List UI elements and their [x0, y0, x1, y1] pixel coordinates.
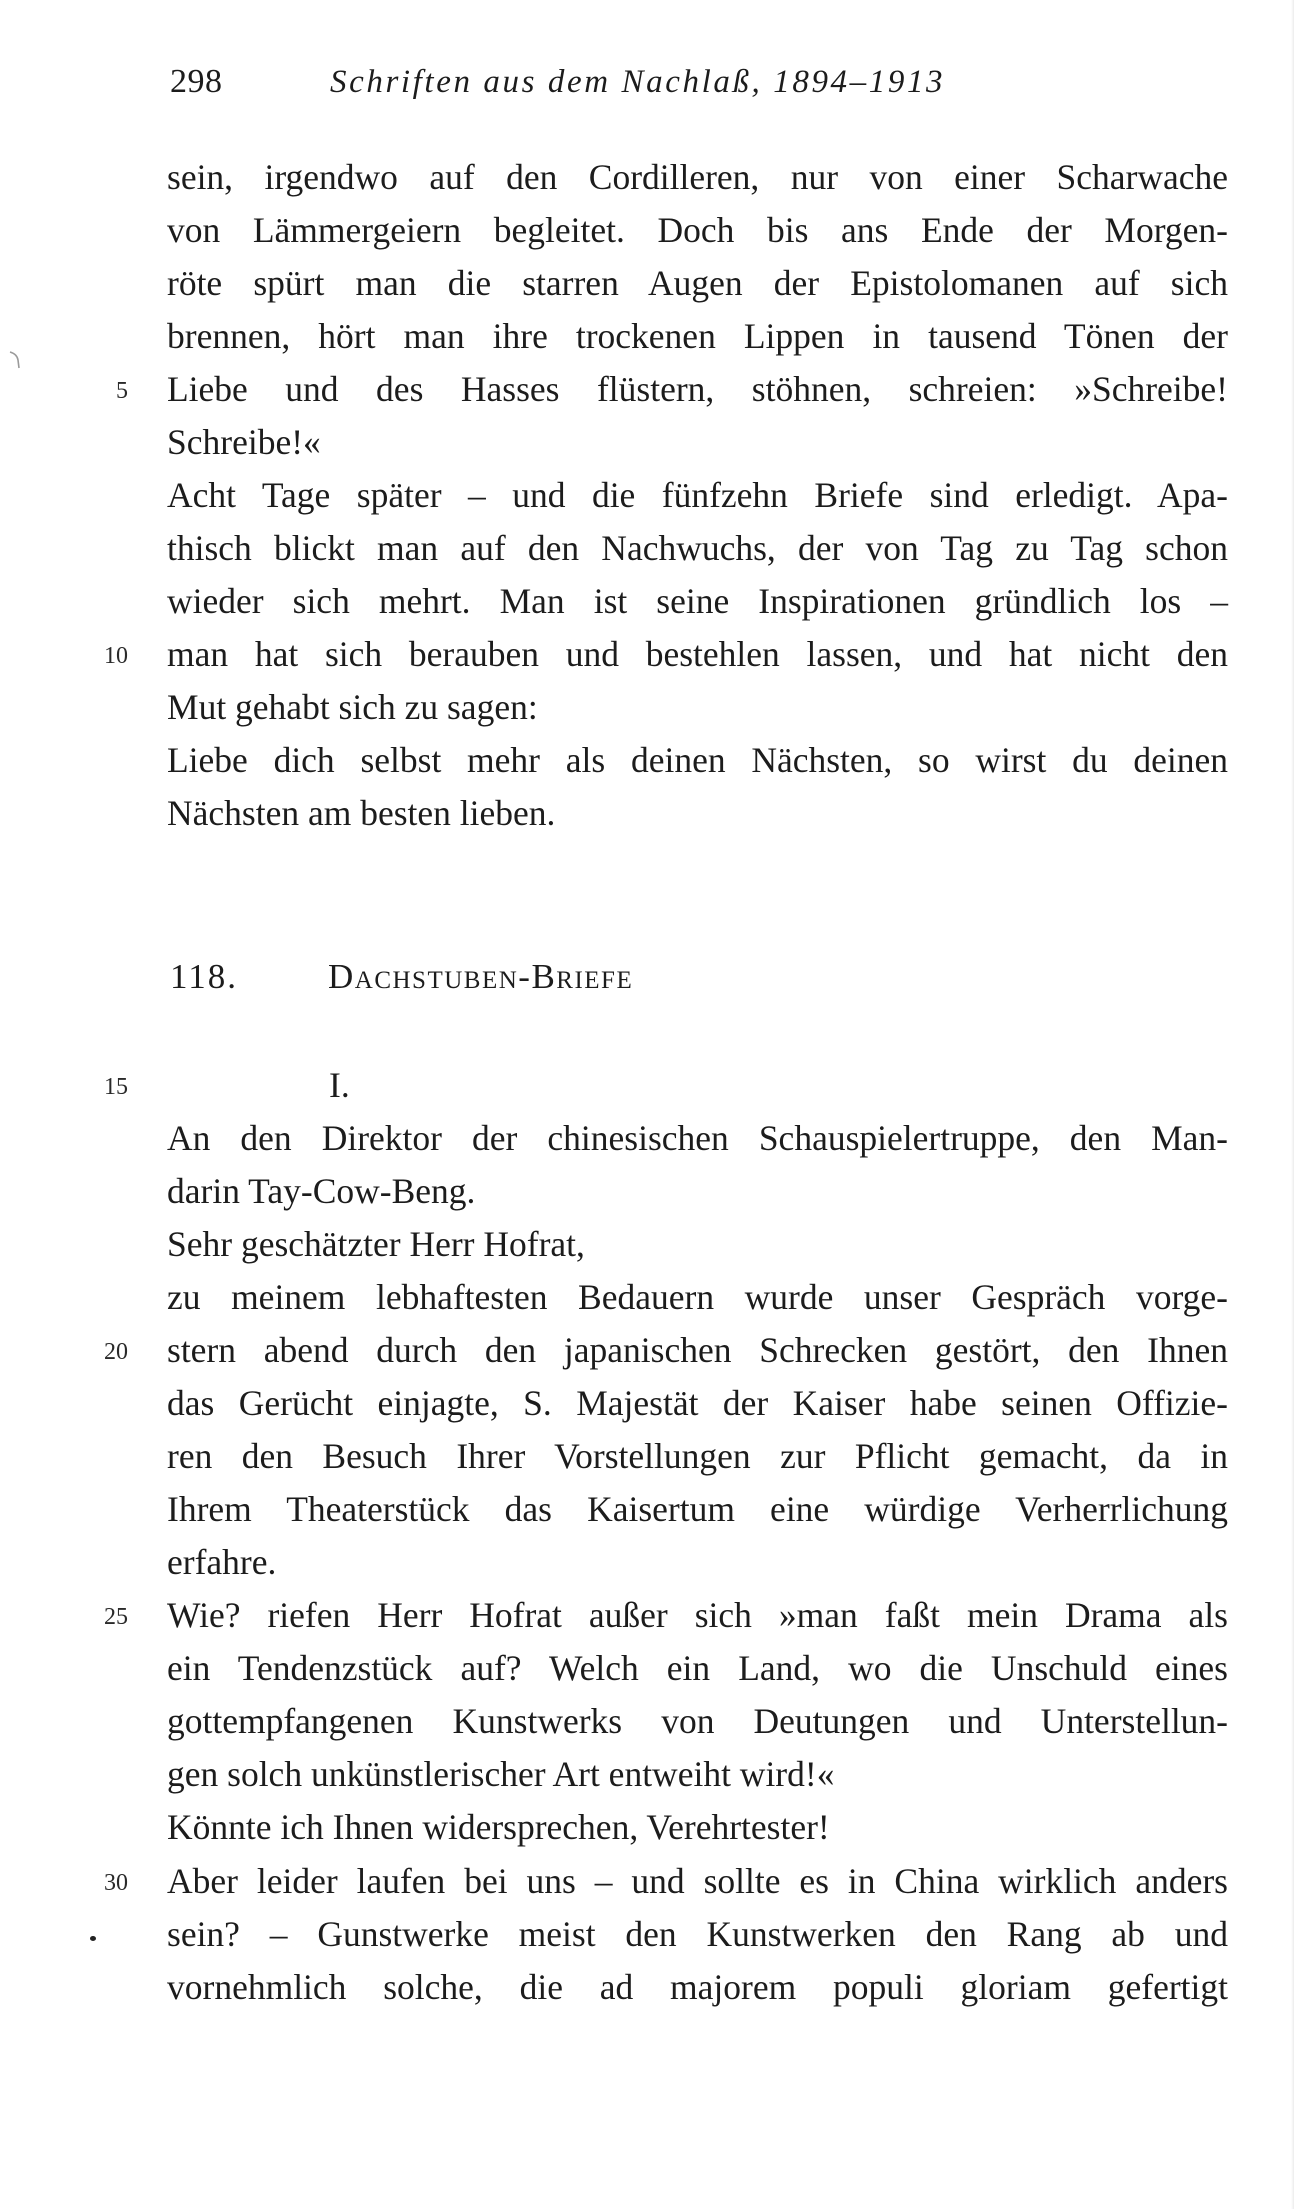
text-line: Schreibe!« [167, 422, 321, 462]
text-line: gottempfangenen Kunstwerks von Deutungen und Unterstellun- [167, 1701, 1228, 1741]
text-line: darin Tay-Cow-Beng. [167, 1171, 476, 1211]
text-line: ein Tendenzstück auf? Welch ein Land, wo die Unschuld eines [167, 1648, 1228, 1688]
text-line: Ihrem Theaterstück das Kaisertum eine würdige Verherrlichung [167, 1489, 1228, 1529]
text-line: Könnte ich Ihnen widersprechen, Verehrtester! [167, 1807, 830, 1847]
text-line: Liebe dich selbst mehr als deinen Nächsten, so wirst du deinen [167, 740, 1228, 780]
running-head-title: Schriften aus dem Nachlaß, 1894–1913 [330, 64, 946, 100]
text-line: An den Direktor der chinesischen Schauspielertruppe, den Man- [167, 1118, 1228, 1158]
line-number: 10 [104, 643, 128, 669]
line-number: 25 [104, 1604, 128, 1630]
text-line: stern abend durch den japanischen Schrecken gestört, den Ihnen [167, 1330, 1228, 1370]
line-number: 30 [104, 1870, 128, 1896]
section-number: 118. [170, 957, 238, 996]
text-line: sein? – Gunstwerke meist den Kunstwerken den Rang ab und [167, 1914, 1228, 1954]
text-line: gen solch unkünstlerischer Art entweiht wird!« [167, 1754, 835, 1794]
text-line: thisch blickt man auf den Nachwuchs, der von Tag zu Tag schon [167, 528, 1228, 568]
text-line: brennen, hört man ihre trockenen Lippen in tausend Tönen der [167, 316, 1228, 356]
running-head [0, 0, 1294, 120]
text-line: zu meinem lebhaftesten Bedauern wurde unser Gespräch vorge- [167, 1277, 1228, 1317]
text-line: Wie? riefen Herr Hofrat außer sich »man faßt mein Drama als [167, 1595, 1228, 1635]
text-line: vornehmlich solche, die ad majorem populi gloriam gefertigt [167, 1967, 1228, 2007]
text-line: Acht Tage später – und die fünfzehn Briefe sind erledigt. Apa- [167, 475, 1228, 515]
line-number: 20 [104, 1339, 128, 1365]
stray-dot-mark [90, 1936, 96, 1941]
text-line: röte spürt man die starren Augen der Epistolomanen auf sich [167, 263, 1228, 303]
text-line: sein, irgendwo auf den Cordilleren, nur von einer Scharwache [167, 157, 1228, 197]
line-number: 5 [116, 378, 128, 404]
text-line: ren den Besuch Ihrer Vorstellungen zur Pflicht gemacht, da in [167, 1436, 1228, 1476]
section-title: Dachstuben-Briefe [328, 957, 634, 996]
text-line: Nächsten am besten lieben. [167, 793, 556, 833]
text-line: erfahre. [167, 1542, 277, 1582]
text-line: von Lämmergeiern begleitet. Doch bis ans Ende der Morgen- [167, 210, 1228, 250]
page-number: 298 [170, 63, 223, 100]
text-line: Aber leider laufen bei uns – und sollte es in China wirklich anders [167, 1861, 1228, 1901]
line-number: 15 [104, 1074, 128, 1100]
text-line: Sehr geschätzter Herr Hofrat, [167, 1224, 585, 1264]
text-line: man hat sich berauben und bestehlen lassen, und hat nicht den [167, 634, 1228, 674]
text-line: Mut gehabt sich zu sagen: [167, 687, 538, 727]
letter-number: I. [329, 1065, 350, 1105]
text-line: wieder sich mehrt. Man ist seine Inspirationen gründlich los – [167, 581, 1228, 621]
text-line: Liebe und des Hasses flüstern, stöhnen, schreien: »Schreibe! [167, 369, 1228, 409]
stray-pen-mark [8, 350, 24, 370]
text-line: das Gerücht einjagte, S. Majestät der Kaiser habe seinen Offizie- [167, 1383, 1228, 1423]
